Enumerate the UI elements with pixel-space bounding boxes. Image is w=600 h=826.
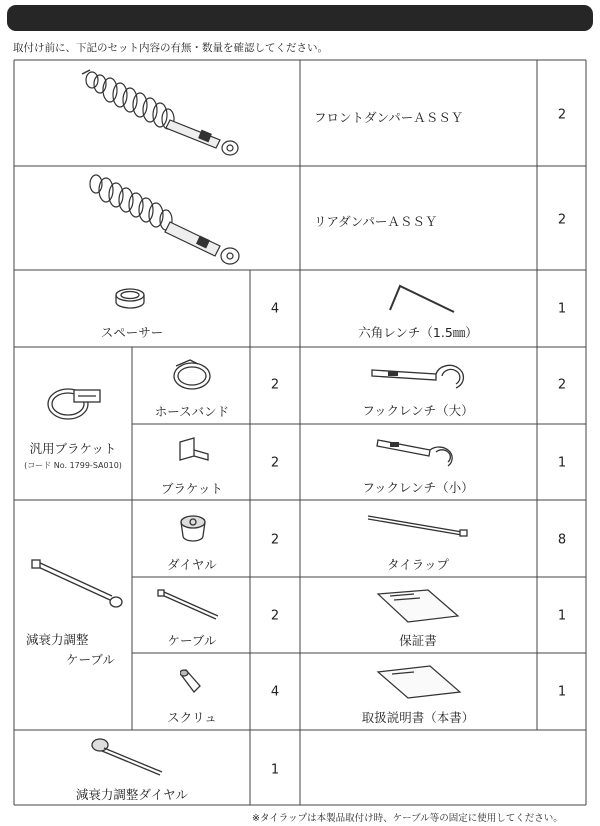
cable-illustration — [156, 588, 228, 624]
warranty-name: 保証書 — [399, 633, 437, 648]
adjustment-dial-illustration — [86, 736, 172, 778]
warranty-card-illustration — [374, 588, 462, 624]
tie-wrap-name: タイラップ — [386, 557, 450, 572]
manual-illustration — [374, 664, 464, 700]
front-damper-qty: 2 — [557, 107, 567, 123]
hook-wrench-large-illustration — [366, 360, 470, 392]
bracket-group-code: (コード No. 1799-SA010) — [24, 461, 122, 470]
hook-wrench-small-qty: 1 — [557, 455, 567, 471]
header-bar — [7, 5, 593, 31]
rear-damper-name: リアダンパーＡＳＳＹ — [314, 214, 438, 229]
dial-qty: 2 — [270, 532, 280, 548]
intro-text: 取付け前に、下記のセット内容の有無・数量を確認してください。 — [13, 42, 328, 54]
adjustment-dial-qty: 1 — [270, 762, 280, 778]
cable-group-name-line1: 減衰力調整 — [26, 632, 89, 647]
manual-name: 取扱説明書（本書） — [361, 710, 475, 725]
hex-wrench-qty: 1 — [557, 301, 567, 317]
hex-wrench-illustration — [380, 280, 460, 316]
dial-name: ダイヤル — [167, 557, 217, 572]
warranty-qty: 1 — [557, 608, 567, 624]
rear-damper-illustration — [80, 170, 250, 266]
bracket-name: ブラケット — [161, 481, 223, 496]
screw-illustration — [180, 664, 206, 696]
hook-wrench-small-illustration — [374, 434, 464, 470]
screw-qty: 4 — [270, 684, 280, 700]
front-damper-illustration — [70, 66, 250, 162]
hose-band-name: ホースバンド — [154, 404, 230, 419]
manual-qty: 1 — [557, 684, 567, 700]
cable-qty: 2 — [270, 608, 280, 624]
tie-wrap-qty: 8 — [557, 532, 567, 548]
adjustment-dial-name: 減衰力調整ダイヤル — [75, 787, 189, 802]
spacer-illustration — [112, 286, 148, 312]
screw-name: スクリュ — [167, 710, 217, 725]
rear-damper-qty: 2 — [557, 212, 567, 228]
front-damper-name: フロントダンパーＡＳＳＹ — [314, 110, 464, 125]
footnote: ※タイラップは本製品取付け時、ケーブル等の固定に使用してください。 — [252, 813, 563, 824]
bracket-set-illustration — [42, 382, 104, 426]
hex-wrench-name: 六角レンチ（1.5㎜） — [358, 325, 478, 340]
hose-band-qty: 2 — [270, 377, 280, 393]
hook-wrench-large-name: フックレンチ（大） — [362, 403, 474, 418]
cable-set-illustration — [30, 558, 126, 610]
spacer-name: スペーサー — [100, 325, 164, 340]
cable-group-name-line2: ケーブル — [66, 652, 115, 667]
bracket-group-name: 汎用ブラケット — [29, 441, 117, 456]
bracket-qty: 2 — [270, 455, 280, 471]
dial-illustration — [176, 512, 210, 546]
tie-wrap-illustration — [364, 512, 472, 538]
bracket-illustration — [176, 436, 212, 464]
spacer-qty: 4 — [270, 301, 280, 317]
cable-name: ケーブル — [167, 633, 217, 648]
hook-wrench-large-qty: 2 — [557, 377, 567, 393]
hook-wrench-small-name: フックレンチ（小） — [362, 480, 474, 495]
hose-band-illustration — [170, 356, 216, 394]
